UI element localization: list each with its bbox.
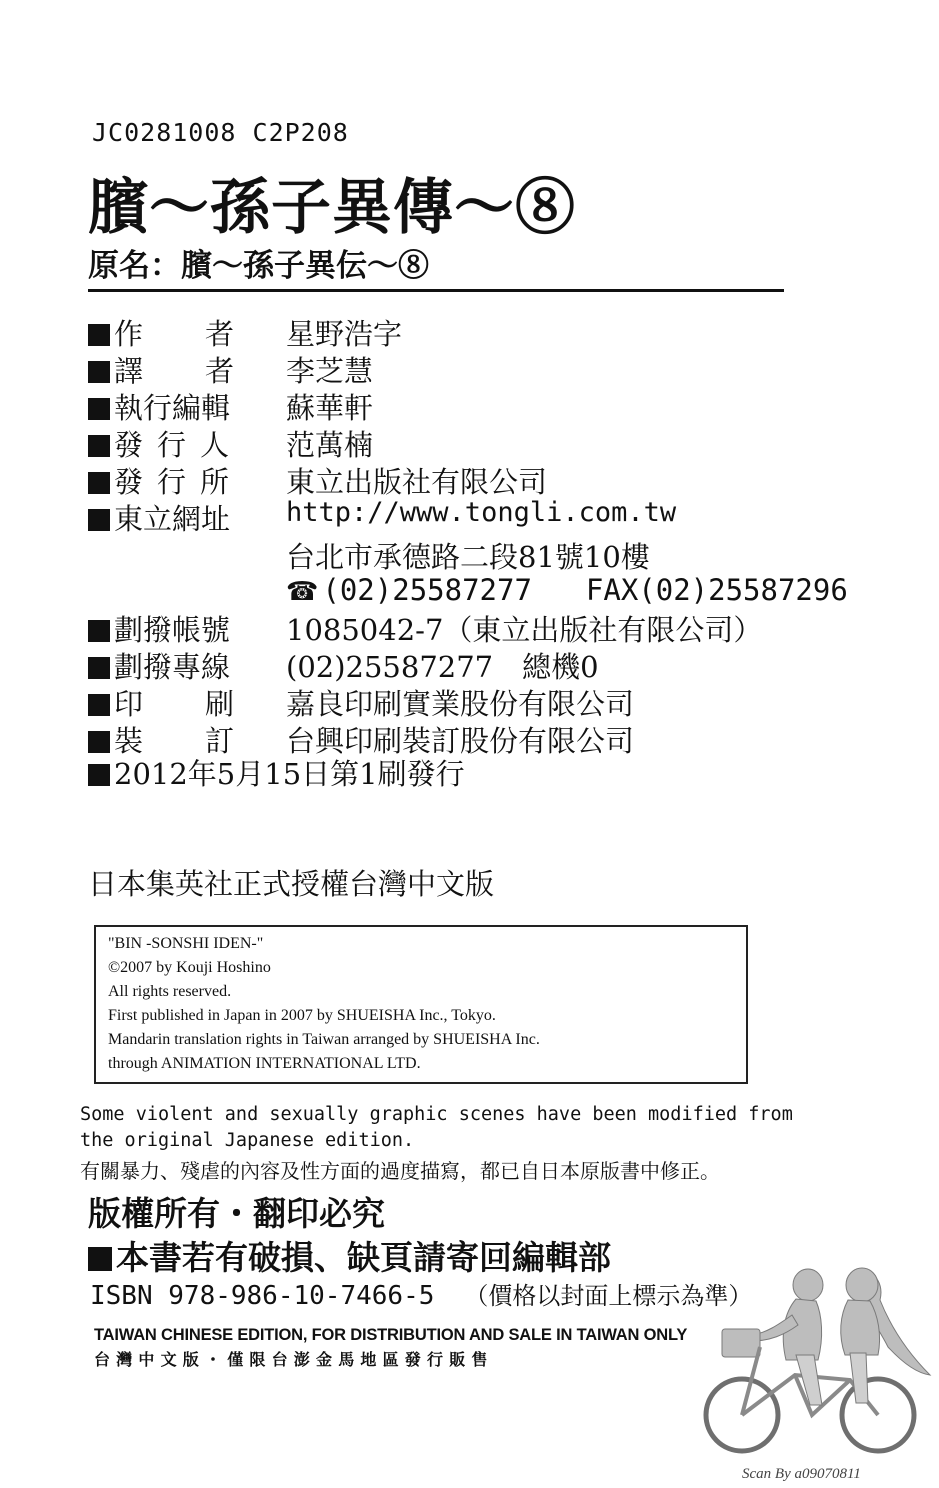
credit-value: 台興印刷裝訂股份有限公司 bbox=[286, 724, 635, 758]
square-bullet-icon bbox=[88, 398, 110, 420]
return-notice-text: 本書若有破損、缺頁請寄回編輯部 bbox=[116, 1238, 611, 1277]
phone-number: (02)25587277 bbox=[322, 573, 532, 607]
publish-date bbox=[88, 752, 465, 793]
credit-label: 劃撥專線 bbox=[114, 650, 231, 684]
credit-value: 東立出版社有限公司 bbox=[286, 465, 548, 499]
credit-label: 東立網址 bbox=[114, 502, 231, 536]
credit-label: 發行所 bbox=[114, 465, 244, 499]
credit-label: 裝訂 bbox=[114, 724, 297, 758]
credit-label: 作者 bbox=[114, 317, 297, 351]
square-bullet-icon bbox=[88, 361, 110, 383]
square-bullet-icon bbox=[88, 764, 110, 786]
content-note-zh: 有關暴力、殘虐的內容及性方面的過度描寫，都已自日本原版書中修正。 bbox=[80, 1159, 720, 1183]
copyright-line: First published in Japan in 2007 by SHUEISHA Inc., Tokyo. bbox=[108, 1007, 496, 1024]
website-url: http://www.tongli.com.tw bbox=[286, 497, 677, 528]
fax-number: FAX(02)25587296 bbox=[585, 573, 848, 607]
copyright-box bbox=[94, 925, 748, 1084]
copyright-line: ©2007 by Kouji Hoshino bbox=[108, 959, 271, 976]
square-bullet-icon bbox=[88, 731, 110, 753]
book-title: 臏～孫子異傳～⑧ bbox=[88, 173, 576, 243]
square-bullet-icon bbox=[88, 472, 110, 494]
copyright-line: "BIN -SONSHI IDEN-" bbox=[108, 935, 264, 952]
distribution-notice-zh: 台灣中文版・僅限台澎金馬地區發行販售 bbox=[94, 1352, 494, 1369]
credit-value: 星野浩字 bbox=[286, 317, 403, 351]
copyright-line: Mandarin translation rights in Taiwan arranged by SHUEISHA Inc. bbox=[108, 1031, 540, 1048]
credit-value: 范萬楠 bbox=[286, 428, 374, 462]
book-code: JC0281008 C2P208 bbox=[92, 118, 349, 147]
square-bullet-icon bbox=[88, 694, 110, 716]
credit-value: 蘇華軒 bbox=[286, 391, 374, 425]
credit-label: 印刷 bbox=[114, 687, 297, 721]
rights-notice: 版權所有・翻印必究 bbox=[88, 1194, 385, 1233]
square-bullet-icon bbox=[88, 1247, 112, 1271]
bicycle-silhouette-icon bbox=[700, 1255, 935, 1465]
credit-value: 李芝慧 bbox=[286, 354, 374, 388]
content-note-en: Some violent and sexually graphic scenes have been modified from bbox=[80, 1104, 793, 1125]
credit-value: (02)25587277 總機0 bbox=[286, 650, 599, 684]
price-note: （價格以封面上標示為準） bbox=[464, 1282, 753, 1310]
original-title: 原名：臏～孫子異伝～⑧ bbox=[88, 248, 429, 284]
credit-label: 譯者 bbox=[114, 354, 297, 388]
copyright-line: through ANIMATION INTERNATIONAL LTD. bbox=[108, 1055, 421, 1072]
address: 台北市承德路二段81號10樓 bbox=[286, 540, 650, 574]
phone-line bbox=[286, 573, 848, 607]
credit-label: 執行編輯 bbox=[114, 391, 231, 425]
square-bullet-icon bbox=[88, 435, 110, 457]
square-bullet-icon bbox=[88, 657, 110, 679]
scan-credit: Scan By a09070811 bbox=[742, 1466, 861, 1482]
isbn: ISBN 978-986-10-7466-5 bbox=[90, 1281, 435, 1311]
divider bbox=[88, 289, 784, 292]
distribution-notice-en: TAIWAN CHINESE EDITION, FOR DISTRIBUTION AND SALE IN TAIWAN ONLY bbox=[94, 1326, 688, 1344]
credit-label: 發行人 bbox=[114, 428, 244, 462]
square-bullet-icon bbox=[88, 509, 110, 531]
square-bullet-icon bbox=[88, 324, 110, 346]
content-note-en: the original Japanese edition. bbox=[80, 1130, 415, 1151]
credit-value: 1085042-7（東立出版社有限公司） bbox=[286, 613, 763, 647]
copyright-line: All rights reserved. bbox=[108, 983, 232, 1000]
return-notice bbox=[88, 1232, 611, 1279]
publish-date-text: 2012年5月15日第1刷發行 bbox=[114, 757, 465, 791]
credit-label: 劃撥帳號 bbox=[114, 613, 231, 647]
license-line: 日本集英社正式授權台灣中文版 bbox=[88, 867, 495, 901]
isbn-line bbox=[90, 1276, 752, 1311]
credit-value: 嘉良印刷實業股份有限公司 bbox=[286, 687, 635, 721]
telephone-icon: ☎ bbox=[286, 577, 319, 607]
square-bullet-icon bbox=[88, 620, 110, 642]
